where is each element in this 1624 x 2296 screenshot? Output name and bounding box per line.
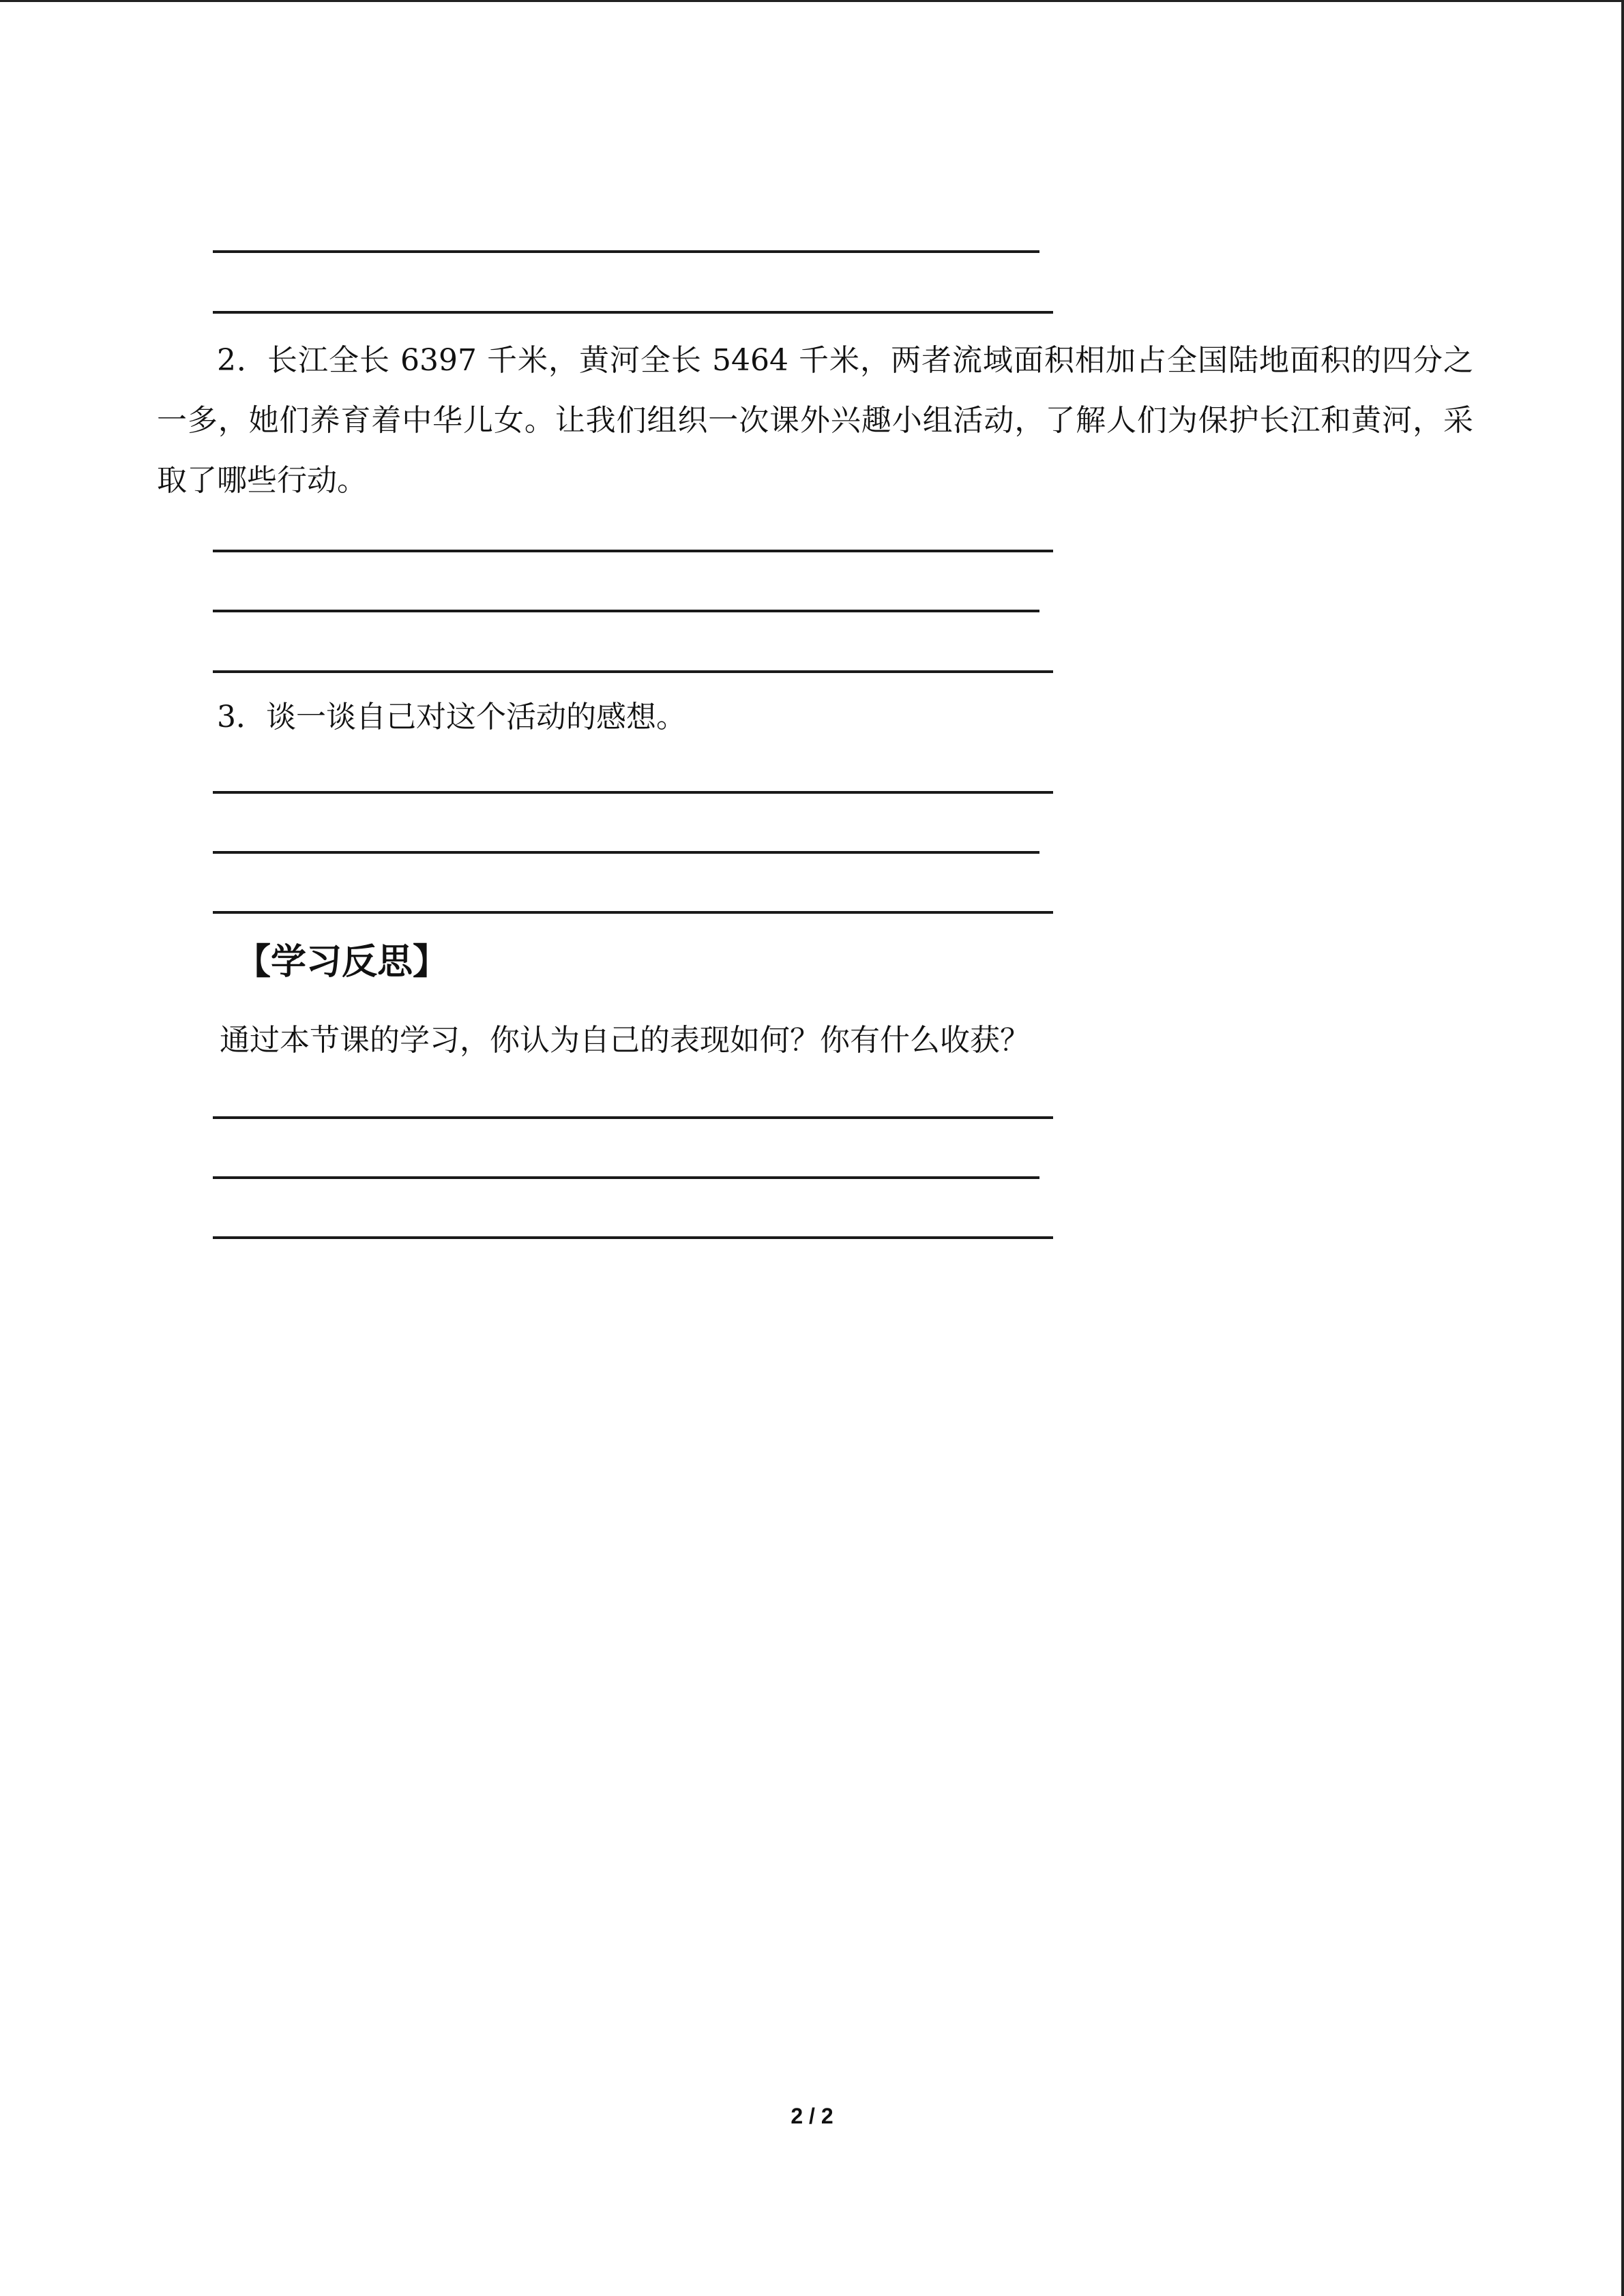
answer-line[interactable] <box>213 1116 1053 1119</box>
answer-line[interactable] <box>213 610 1039 612</box>
answer-line[interactable] <box>213 1176 1039 1179</box>
question-2-text: 2．长江全长 6397 千米，黄河全长 5464 千米，两者流域面积相加占全国陆地面积的四分之一多，她们养育着中华儿女。让我们组织一次课外兴趣小组活动，了解人们为保护长江和黄河，采取了哪些行动。 <box>157 343 1473 498</box>
answer-line[interactable] <box>213 851 1039 854</box>
reflection-heading: 【学习反思】 <box>235 942 449 983</box>
answer-line[interactable] <box>213 791 1053 794</box>
page-border-top <box>0 0 1624 2</box>
answer-line[interactable] <box>213 911 1053 914</box>
reflection-prompt: 通过本节课的学习，你认为自己的表现如何？你有什么收获？ <box>220 1023 1030 1058</box>
page-border-right <box>1621 0 1624 2296</box>
answer-line[interactable] <box>213 250 1039 253</box>
page-number: 2 / 2 <box>791 2104 833 2128</box>
answer-line[interactable] <box>213 670 1053 673</box>
answer-line[interactable] <box>213 550 1053 552</box>
answer-line[interactable] <box>213 311 1053 314</box>
question-3-text: 3．谈一谈自己对这个活动的感想。 <box>217 700 686 734</box>
answer-line[interactable] <box>213 1236 1053 1239</box>
